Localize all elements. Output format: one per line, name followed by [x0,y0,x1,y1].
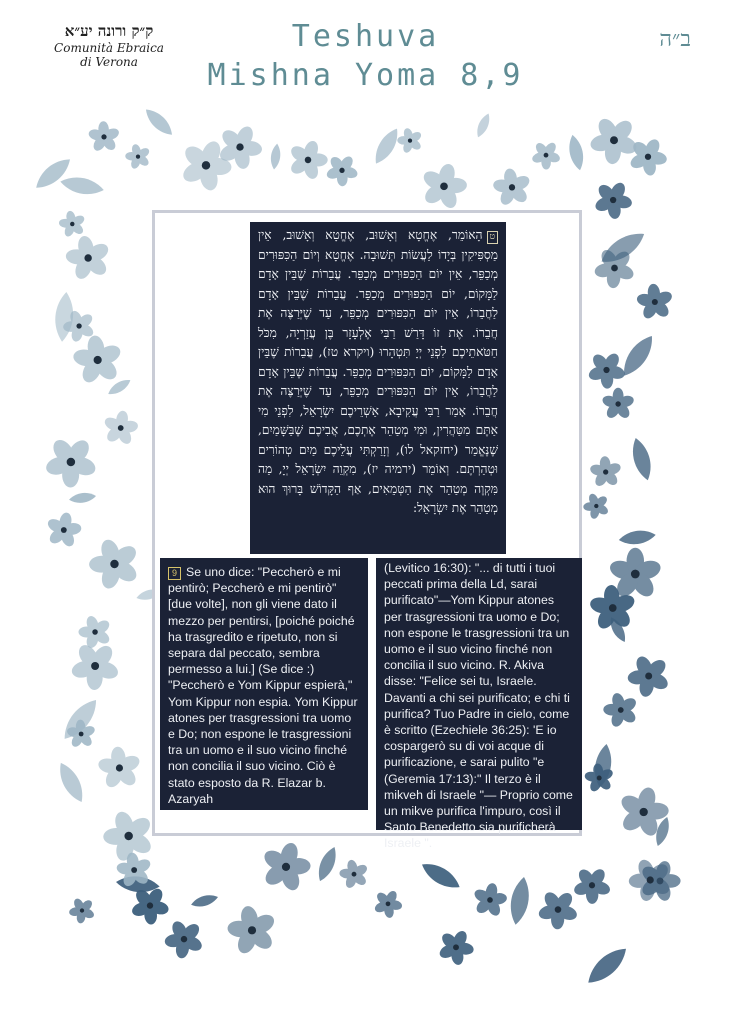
flower-center-decoration [610,136,618,144]
flower-center-decoration [131,867,137,873]
flower-center-decoration [305,157,312,164]
flower-center-decoration [248,926,256,934]
flower-center-decoration [116,764,123,771]
hebrew-body: הָאוֹמֵר, אֶחֱטָא וְאָשׁוּב, אֶחֱטָא וְאָשׁוּב, אֵין מַסְפִּיקִין בְּיָדוֹ לַעֲשׂוֹת תְּשׁוּבָה. אֶחֱטָא וְיוֹם הַכִּפּוּרִים מְכַפֵּר, אֵין יוֹם הַכִּפּוּרִים מְכַפֵּר. עֲבֵרוֹת שֶׁבֵּין אָדָם לַמָּקוֹם, יוֹם הַכִּפּוּרִים מְכַפֵּר. עֲבֵרוֹת שֶׁבֵּין אָדָם לַחֲבֵרוֹ, אֵין יוֹם הַכִּפּוּרִים מְכַפֵּר, עַד שֶׁיְּרַצֶּה אֶת חֲבֵרוֹ. אֶת זוֹ דָּרַשׁ רַבִּי אֶלְעָזָר בֶּן עֲזַרְיָה, מִכֹּל חַטֹּאתֵיכֶם לִפְנֵי יְיָ תִּטְהָרוּ (ויקרא טז), עֲבֵרוֹת שֶׁבֵּין אָדָם לַמָּקוֹם, יוֹם הַכִּפּוּרִים מְכַפֵּר. עֲבֵרוֹת שֶׁבֵּין אָדָם לַחֲבֵרוֹ, אֵין יוֹם הַכִּפּוּרִים מְכַפֵּר, עַד שֶׁיְּרַצֶּה אֶת חֲבֵרוֹ. אָמַר רַבִּי עֲקִיבָא, אַשְׁרֵיכֶם יִשְׂרָאֵל, לִפְנֵי מִי אַתֶּם מִטַּהֲרִין, וּמִי מְטַהֵר אֶתְכֶם, אֲבִיכֶם שֶׁבַּשָּׁמַיִם, שֶׁנֶּאֱמַר (יחזקאל לו), וְזָרַקְתִּי עֲלֵיכֶם מַיִם טְהוֹרִים וּטְהַרְתֶּם. וְאוֹמֵר (ירמיה יז), מִקְוֵה יִשְׂרָאֵל יְיָ, מַה מִּקְוֶה מְטַהֵר אֶת הַטְּמֵאִים, אַף הַקָּדוֹשׁ בָּרוּךְ הוּא מְטַהֵר אֶת יִשְׂרָאֵל: [258,228,498,515]
flower-center-decoration [645,672,652,679]
flower-center-decoration [589,882,595,888]
flower-center-decoration [639,808,647,816]
leaf-decoration [269,143,281,170]
italian-translation-part-1 [160,558,368,810]
flower-center-decoration [101,134,106,139]
hebrew-mishna-text [250,222,506,554]
flower-center-decoration [236,143,243,150]
flower-center-decoration [79,732,84,737]
flower-center-decoration [67,458,76,467]
logo-hebrew-text: ק״ק ורונה יע״א [64,22,154,40]
flower-center-decoration [282,863,290,871]
logo-line-1: Comunità Ebraica [54,41,164,55]
hebrew-verse-number: ט [487,231,498,244]
flower-center-decoration [352,872,357,877]
flower-center-decoration [76,323,81,328]
flower-center-decoration [611,265,618,272]
flower-center-decoration [609,604,617,612]
flower-center-decoration [544,153,549,158]
leaf-decoration [618,528,657,546]
flower-center-decoration [615,401,620,406]
page-title-block [0,18,731,96]
leaf-decoration [566,134,586,172]
flower-center-decoration [645,154,651,160]
flower-center-decoration [453,944,459,950]
leaf-decoration [54,759,89,805]
page-title: Teshuva [291,19,440,54]
flower-center-decoration [597,776,602,781]
flower-center-decoration [110,560,118,568]
leaf-decoration [190,892,220,909]
flower-center-decoration [603,469,608,474]
italian-body-2: (Levitico 16:30): "... di tutti i tuoi peccati prima della Ld, sarai purificato"—Yom Kippur atones per trasgressioni tra uomo e Do; non espone le trasgressioni tra un uomo e il suo vicino finché non concilia il suo vicino. R. Akiva disse: "Felice sei tu, Israele. Davanti a chi sei purificato; e chi ti purifica? Tuo Padre in cielo, come è scritto (Ezechiele 36:25): 'E io cospargerò su di voi acque di purificazione, e sarai pulito "e (Geremia 17:13):" Il terzo è il mikveh di Israele "— Proprio come un mikve purifica l'impuro, così il Santo Benedetto sia purificherà Israele ". [384,561,573,851]
leaf-decoration [628,436,655,483]
flower-center-decoration [94,356,102,364]
flower-center-decoration [70,222,74,226]
flower-center-decoration [118,425,124,431]
leaf-decoration [142,105,177,139]
flower-center-decoration [339,168,344,173]
flower-center-decoration [631,570,640,579]
italian-verse-number: 9 [168,567,181,580]
flower-center-decoration [91,662,99,670]
leaf-decoration [106,376,133,398]
flower-center-decoration [202,161,211,170]
flower-center-decoration [487,897,493,903]
flower-center-decoration [618,707,624,713]
flower-center-decoration [124,832,132,840]
logo-line-2: di Verona [80,55,138,69]
page-subtitle: Mishna Yoma 8,9 [207,58,524,93]
flower-center-decoration [386,901,391,906]
flower-center-decoration [555,906,562,913]
flower-center-decoration [84,254,91,261]
leaf-decoration [418,858,464,894]
flower-center-decoration [647,876,654,883]
flower-center-decoration [136,154,140,158]
flower-center-decoration [440,183,448,191]
flower-center-decoration [509,184,515,190]
leaf-decoration [370,125,403,167]
leaf-decoration [68,491,96,504]
italian-translation-part-2 [376,558,582,851]
flower-center-decoration [603,367,609,373]
flower-center-decoration [147,902,153,908]
flower-center-decoration [181,936,187,942]
flower-center-decoration [408,138,412,142]
bsd-corner-mark: ב״ה [659,27,691,52]
flower-center-decoration [92,629,98,635]
flower-center-decoration [610,197,616,203]
flower-center-decoration [652,299,658,305]
leaf-decoration [507,876,532,927]
leaf-decoration [314,844,341,883]
italian-body-1: Se uno dice: "Peccherò e mi pentirò; Peccherò e mi pentirò" [due volte], non gli viene dato il mezzo per pentirsi, [poiché poiché ha trasgredito e ripetuto, non si separa dal peccato, sembra permesso a lui.] (Se dice :) "Peccherò e Yom Kippur espierà," Yom Kippur non espia. Yom Kippur atones per trasgressioni tra uomo e Do; non espone le trasgressioni tra un uomo e il suo vicino finché non concilia il suo vicino. Ciò è stato esposto da R. Elazar b. Azaryah [168,565,358,806]
flower-center-decoration [80,908,84,912]
flower-center-decoration [594,504,598,508]
flower-center-decoration [61,527,67,533]
leaf-decoration [582,942,632,989]
leaf-decoration [59,174,105,198]
leaf-decoration [474,112,493,140]
